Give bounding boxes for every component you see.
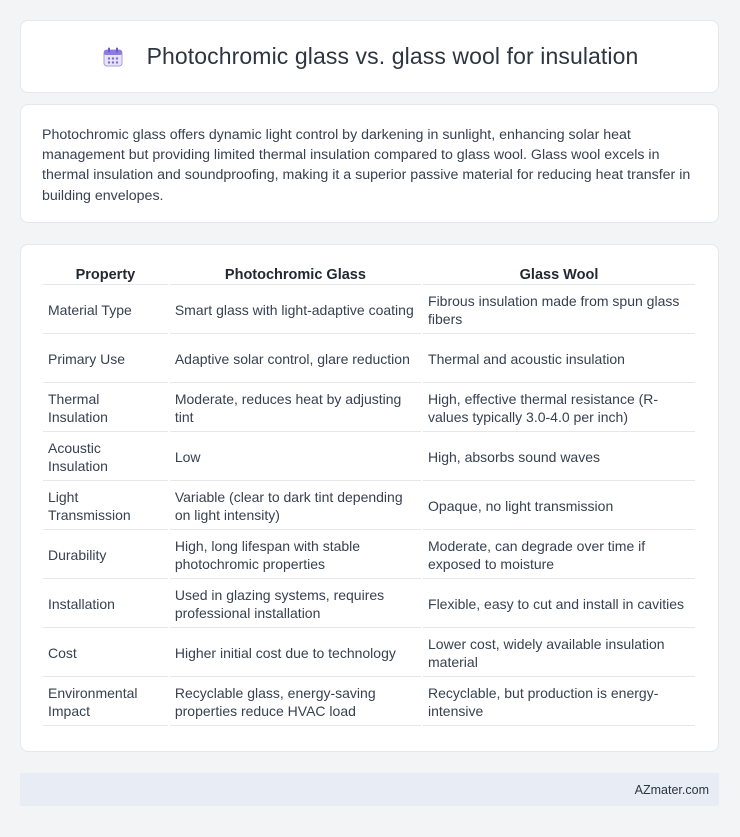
cell-property: Primary Use xyxy=(43,336,168,383)
cell-glass-wool: Recyclable, but production is energy-intensive xyxy=(423,679,695,726)
cell-glass-wool: High, absorbs sound waves xyxy=(423,434,695,481)
cell-photochromic: Smart glass with light-adaptive coating xyxy=(170,287,421,334)
table-row xyxy=(43,532,695,579)
table-row xyxy=(43,630,695,677)
cell-photochromic: Variable (clear to dark tint depending on light intensity) xyxy=(170,483,421,530)
cell-glass-wool: Fibrous insulation made from spun glass fibers xyxy=(423,287,695,334)
cell-photochromic: Low xyxy=(170,434,421,481)
cell-glass-wool: Lower cost, widely available insulation material xyxy=(423,630,695,677)
cell-property: Light Transmission xyxy=(43,483,168,530)
page-title: Photochromic glass vs. glass wool for insulation xyxy=(146,43,639,69)
cell-photochromic: Used in glazing systems, requires professional installation xyxy=(170,581,421,628)
footer-site-link[interactable]: AZmater.com xyxy=(634,782,709,797)
table-row xyxy=(43,336,695,383)
cell-property: Cost xyxy=(43,630,168,677)
title-wrap xyxy=(101,43,639,70)
cell-property: Material Type xyxy=(43,287,168,334)
table-card xyxy=(20,244,719,752)
footer-bar xyxy=(20,773,719,806)
title-card xyxy=(20,20,719,93)
intro-card xyxy=(20,104,719,223)
table-row xyxy=(43,679,695,726)
header-property: Property xyxy=(43,261,168,285)
cell-photochromic: High, long lifespan with stable photochromic properties xyxy=(170,532,421,579)
table-row xyxy=(43,385,695,432)
cell-glass-wool: Moderate, can degrade over time if exposed to moisture xyxy=(423,532,695,579)
table-row xyxy=(43,287,695,334)
header-glass-wool: Glass Wool xyxy=(423,261,695,285)
cell-glass-wool: Opaque, no light transmission xyxy=(423,483,695,530)
cell-glass-wool: Flexible, easy to cut and install in cavities xyxy=(423,581,695,628)
cell-photochromic: Moderate, reduces heat by adjusting tint xyxy=(170,385,421,432)
table-row xyxy=(43,483,695,530)
calendar-icon xyxy=(101,45,125,69)
cell-property: Acoustic Insulation xyxy=(43,434,168,481)
header-photochromic-glass: Photochromic Glass xyxy=(170,261,421,285)
cell-property: Environmental Impact xyxy=(43,679,168,726)
cell-property: Installation xyxy=(43,581,168,628)
table-row xyxy=(43,434,695,481)
cell-glass-wool: High, effective thermal resistance (R-values typically 3.0-4.0 per inch) xyxy=(423,385,695,432)
cell-property: Durability xyxy=(43,532,168,579)
cell-photochromic: Recyclable glass, energy-saving properties reduce HVAC load xyxy=(170,679,421,726)
table-row xyxy=(43,581,695,628)
cell-glass-wool: Thermal and acoustic insulation xyxy=(423,336,695,383)
cell-property: Thermal Insulation xyxy=(43,385,168,432)
cell-photochromic: Adaptive solar control, glare reduction xyxy=(170,336,421,383)
table-header-row xyxy=(43,261,695,285)
comparison-table xyxy=(41,259,697,728)
cell-photochromic: Higher initial cost due to technology xyxy=(170,630,421,677)
intro-text: Photochromic glass offers dynamic light control by darkening in sunlight, enhancing solar heat management but providing limited thermal insulation compared to glass wool. Glass wool excels in thermal insulation and soundproofing, making it a superior passive material for reducing heat transfer in building envelopes. xyxy=(42,127,691,204)
